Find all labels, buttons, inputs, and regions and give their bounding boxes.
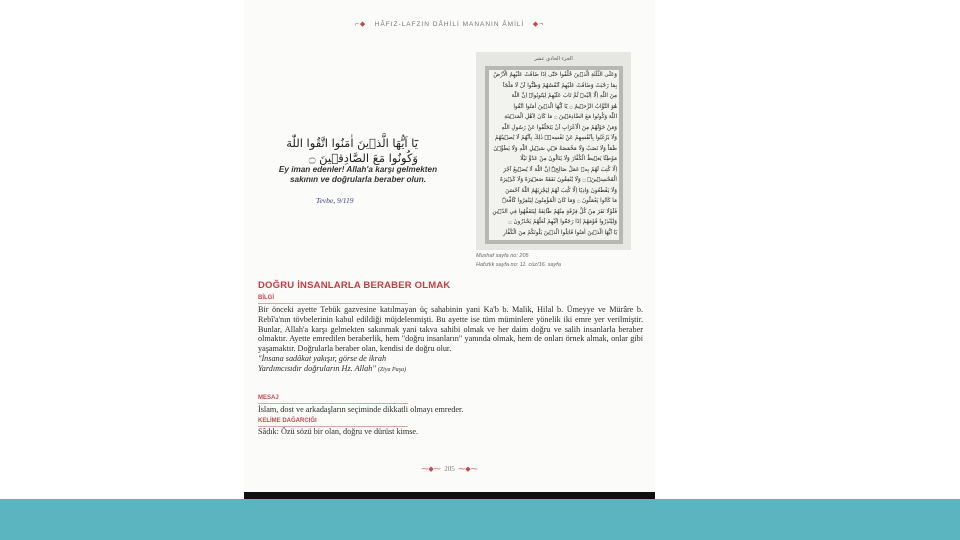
mushaf-page-caption: Mushaf sayfa no: 205: [476, 253, 529, 259]
page-number-value: 205: [444, 465, 455, 473]
mesaj-divider: [258, 403, 408, 404]
bilgi-text: Bir önceki ayette Tebük gazvesine katılmayan üç sahabinin yani Ka'b b. Malik, Hilal b. Ümeyye ve Mürâre b. Rebî'a'nın tövbelerinin kabul edildiği müjdelenmişti. Bu ayette ise tüm müminlere yönelik iki emre yer verilmiştir. Bunlar, Allah'a karşı gelmekten sakınmak yani takva sahibi olmak ve her daim doğru ve salih insanlarla beraber olmaktır. Ayette emredilen beraberlik, hem "doğru insanların" yanında olmak, hem de onları örnek almak, onlar gibi yaşamaktır. Doğrularla beraber olan, kendisi de doğru olur.: [258, 305, 643, 354]
arabic-verse: يَٓا اَيُّهَا الَّذ۪ينَ اٰمَنُوا اتَّقُوا اللّٰهَ وَكُونُوا مَعَ الصَّادِق۪ينَ ۝: [286, 136, 418, 165]
kelime-label: KELİME DAĞARCIĞI: [258, 418, 317, 424]
header-ornament-right: ◆¬: [532, 21, 545, 28]
mesaj-text: İslam, dost ve arkadaşların seçiminde dikkatli olmayı emreder.: [258, 405, 464, 414]
verse-reference: Tevbe, 9/119: [316, 196, 354, 205]
mushaf-line: مِنَ اللّٰهِ اِلَّٓا اِلَيْهِۜ ثُمَّ تَابَ عَلَيْهِمْ لِيَتُوبُواۜ اِنَّ اللّٰهَ: [511, 93, 617, 99]
mushaf-line: فَلَوْلَا نَفَرَ مِنْ كُلِّ فِرْقَةٍ مِنْهُمْ طَٓائِفَةٌ لِيَتَفَقَّهُوا فِي الدّ۪ينِ: [492, 208, 617, 215]
mushaf-line: وَلَا يَقْطَعُونَ وَادِيًا اِلَّا كُتِبَ لَهُمْ لِيَجْزِيَهُمُ اللّٰهُ اَحْسَنَ: [505, 187, 617, 194]
poem-line-2: Yardımcısıdır doğruların Hz. Allah": [258, 363, 376, 373]
mushaf-line: وَعَلَى الثَّلٰثَةِ الَّذ۪ينَ خُلِّفُوا حَتّٰٓى اِذَا ضَاقَتْ عَلَيْهِمُ الْاَرْضُ: [493, 72, 617, 78]
document-page: [244, 0, 655, 492]
page-bottom-bar: [244, 492, 655, 499]
mushaf-line: مَوْطِئًا يَغ۪يظُ الْكُفَّارَ وَلَا يَنَالُونَ مِنْ عَدُوٍّ نَيْلًا: [520, 156, 617, 162]
page-number-ornament-left: ⁓◆⁓: [421, 465, 441, 473]
page-number-ornament-right: ⁓◆⁓: [458, 465, 478, 473]
header-ornament-left: ⌐◆: [354, 21, 367, 28]
mushaf-line: اِلَّا كُتِبَ لَهُمْ بِه۪ عَمَلٌ صَالِحٌۜ اِنَّ اللّٰهَ لَا يُض۪يعُ اَجْرَ: [503, 166, 617, 173]
mushaf-juz-title: الجزء الحادي عشر: [534, 56, 573, 62]
mushaf-line-highlighted: هُوَ التَّوَّابُ الرَّح۪يمُ ۝ يَٓا اَيُّهَا الَّذ۪ينَ اٰمَنُوا اتَّقُوا: [513, 103, 617, 110]
bilgi-divider: [258, 303, 408, 304]
kelime-text: Sâdık: Özü sözü bir olan, doğru ve dürüst kimse.: [258, 427, 419, 436]
bilgi-label: BİLGİ: [258, 295, 274, 301]
mushaf-text-block: [489, 70, 619, 240]
mushaf-line-highlighted: اللّٰهَ وَكُونُوا مَعَ الصَّادِق۪ينَ ۝ مَا كَانَ لِاَهْلِ الْمَد۪ينَةِ: [504, 114, 617, 120]
poem-line-1: "İnsana sadâkat yakışır, görse de ikrah: [258, 353, 387, 363]
mushaf-line: مَا كَانُوا يَعْمَلُونَ ۝ وَمَا كَانَ الْمُؤْمِنُونَ لِيَنْفِرُوا كَٓافَّةًۜ: [502, 198, 617, 204]
mushaf-line: يَٓا اَيُّهَا الَّذ۪ينَ اٰمَنُوا قَاتِلُوا الَّذ۪ينَ يَلُونَكُمْ مِنَ الْكُفَّارِ: [502, 229, 617, 236]
verse-translation: Ey iman edenler! Allah'a karşı gelmekten sakının ve doğrularla beraber olun.: [278, 165, 438, 184]
running-header: [244, 20, 655, 28]
bilgi-paragraph: [258, 305, 643, 376]
mushaf-line: وَلَا يَرْغَبُوا بِاَنْفُسِهِمْ عَنْ نَفْسِه۪ۜ ذٰلِكَ بِاَنَّهُمْ لَا يُص۪يبُهُمْ: [494, 135, 617, 141]
mushaf-line: الْمُحْسِن۪ينَۙ ۝ وَلَا يُنْفِقُونَ نَفَقَةً صَغ۪يرَةً وَلَا كَب۪يرَةً: [499, 177, 617, 183]
mushaf-line: وَلِيُنْذِرُوا قَوْمَهُمْ اِذَا رَجَعُٓوا اِلَيْهِمْ لَعَلَّهُمْ يَحْذَرُونَ ۝: [508, 219, 617, 225]
poem-author: (Ziya Paşa): [377, 366, 407, 373]
mushaf-line: ظَمَاٌ وَلَا نَصَبٌ وَلَا مَخْمَصَةٌ ف۪ي سَب۪يلِ اللّٰهِ وَلَا يَطَؤُ۫نَ: [493, 145, 617, 152]
hafizlik-page-caption: Hafızlık sayfa no: 11. cüz/16. sayfa: [476, 262, 561, 268]
section-title: DOĞRU İNSANLARLA BERABER OLMAK: [258, 280, 451, 291]
page-number: [244, 465, 655, 473]
mesaj-label: MESAJ: [258, 395, 279, 401]
slide-footer-band: [0, 499, 960, 540]
mushaf-line: وَمَنْ حَوْلَهُمْ مِنَ الْاَعْرَابِ اَنْ يَتَخَلَّفُوا عَنْ رَسُولِ اللّٰهِ: [501, 124, 617, 131]
mushaf-line: بِمَا رَحُبَتْ وَضَاقَتْ عَلَيْهِمْ اَنْفُسُهُمْ وَظَنُّٓوا اَنْ لَا مَلْجَاَ: [502, 82, 617, 89]
header-title: HÂFIZ-LAFZIN DÂHİLİ MANANIN ÂMİLİ: [374, 21, 525, 28]
